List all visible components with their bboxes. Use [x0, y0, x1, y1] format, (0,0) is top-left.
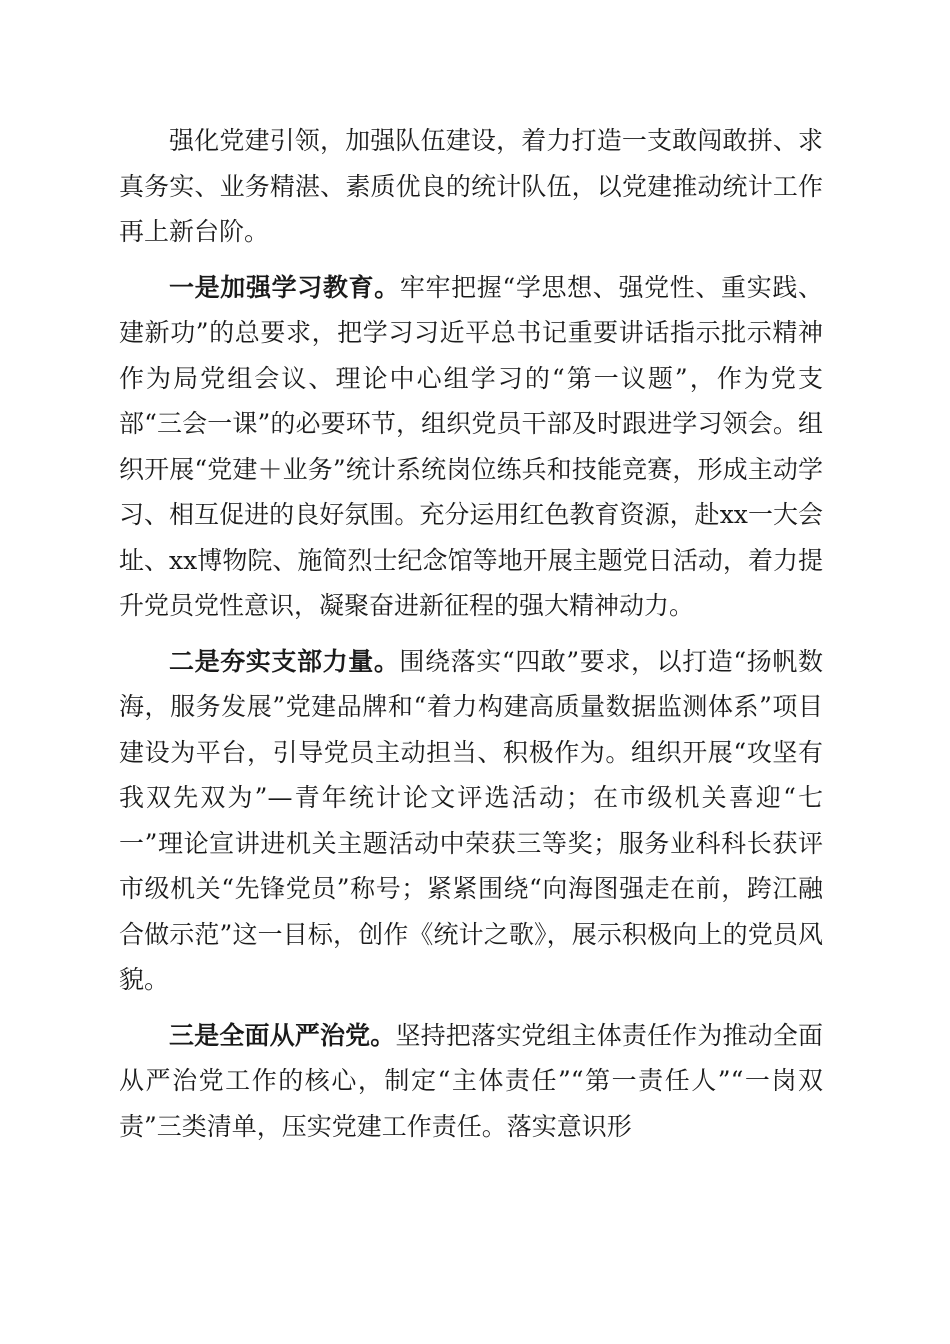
- paragraph-lead: 三是全面从严治党。: [169, 1020, 396, 1050]
- paragraph-body: 坚持把落实党组主体责任作为推动全面从严治党工作的核心，制定“主体责任”“第一责任人”“一岗双责”三类清单，压实党建工作责任。落实意识形: [119, 1020, 823, 1141]
- paragraph-study-education: [119, 265, 823, 629]
- paragraph-lead: 二是夯实支部力量。: [169, 646, 400, 676]
- paragraph-body: 围绕落实“四敢”要求，以打造“扬帆数海，服务发展”党建品牌和“着力构建高质量数据监测体系”项目建设为平台，引导党员主动担当、积极作为。组织开展“攻坚有我双先双为”—青年统计论文评选活动；在市级机关喜迎“七一”理论宣讲进机关主题活动中荣获三等奖；服务业科科长获评市级机关“先锋党员”称号；紧紧围绕“向海图强走在前，跨江融合做示范”这一目标，创作《统计之歌》，展示积极向上的党员风貌。: [119, 646, 823, 994]
- paragraph-branch-strength: [119, 639, 823, 1003]
- paragraph-body: 强化党建引领，加强队伍建设，着力打造一支敢闯敢拼、求真务实、业务精湛、素质优良的统计队伍，以党建推动统计工作再上新台阶。: [119, 126, 823, 246]
- paragraph-intro: [119, 118, 823, 255]
- paragraph-lead: 一是加强学习教育。: [169, 272, 400, 302]
- paragraph-strict-governance: [119, 1013, 823, 1150]
- paragraph-body: 牢牢把握“学思想、强党性、重实践、建新功”的总要求，把学习习近平总书记重要讲话指示批示精神作为局党组会议、理论中心组学习的“第一议题”，作为党支部“三会一课”的必要环节，组织党员干部及时跟进学习领会。组织开展“党建＋业务”统计系统岗位练兵和技能竞赛，形成主动学习、相互促进的良好氛围。充分运用红色教育资源，赴xx一大会址、xx博物院、施简烈士纪念馆等地开展主题党日活动，着力提升党员党性意识，凝聚奋进新征程的强大精神动力。: [119, 272, 823, 620]
- document-page: [119, 118, 823, 1149]
